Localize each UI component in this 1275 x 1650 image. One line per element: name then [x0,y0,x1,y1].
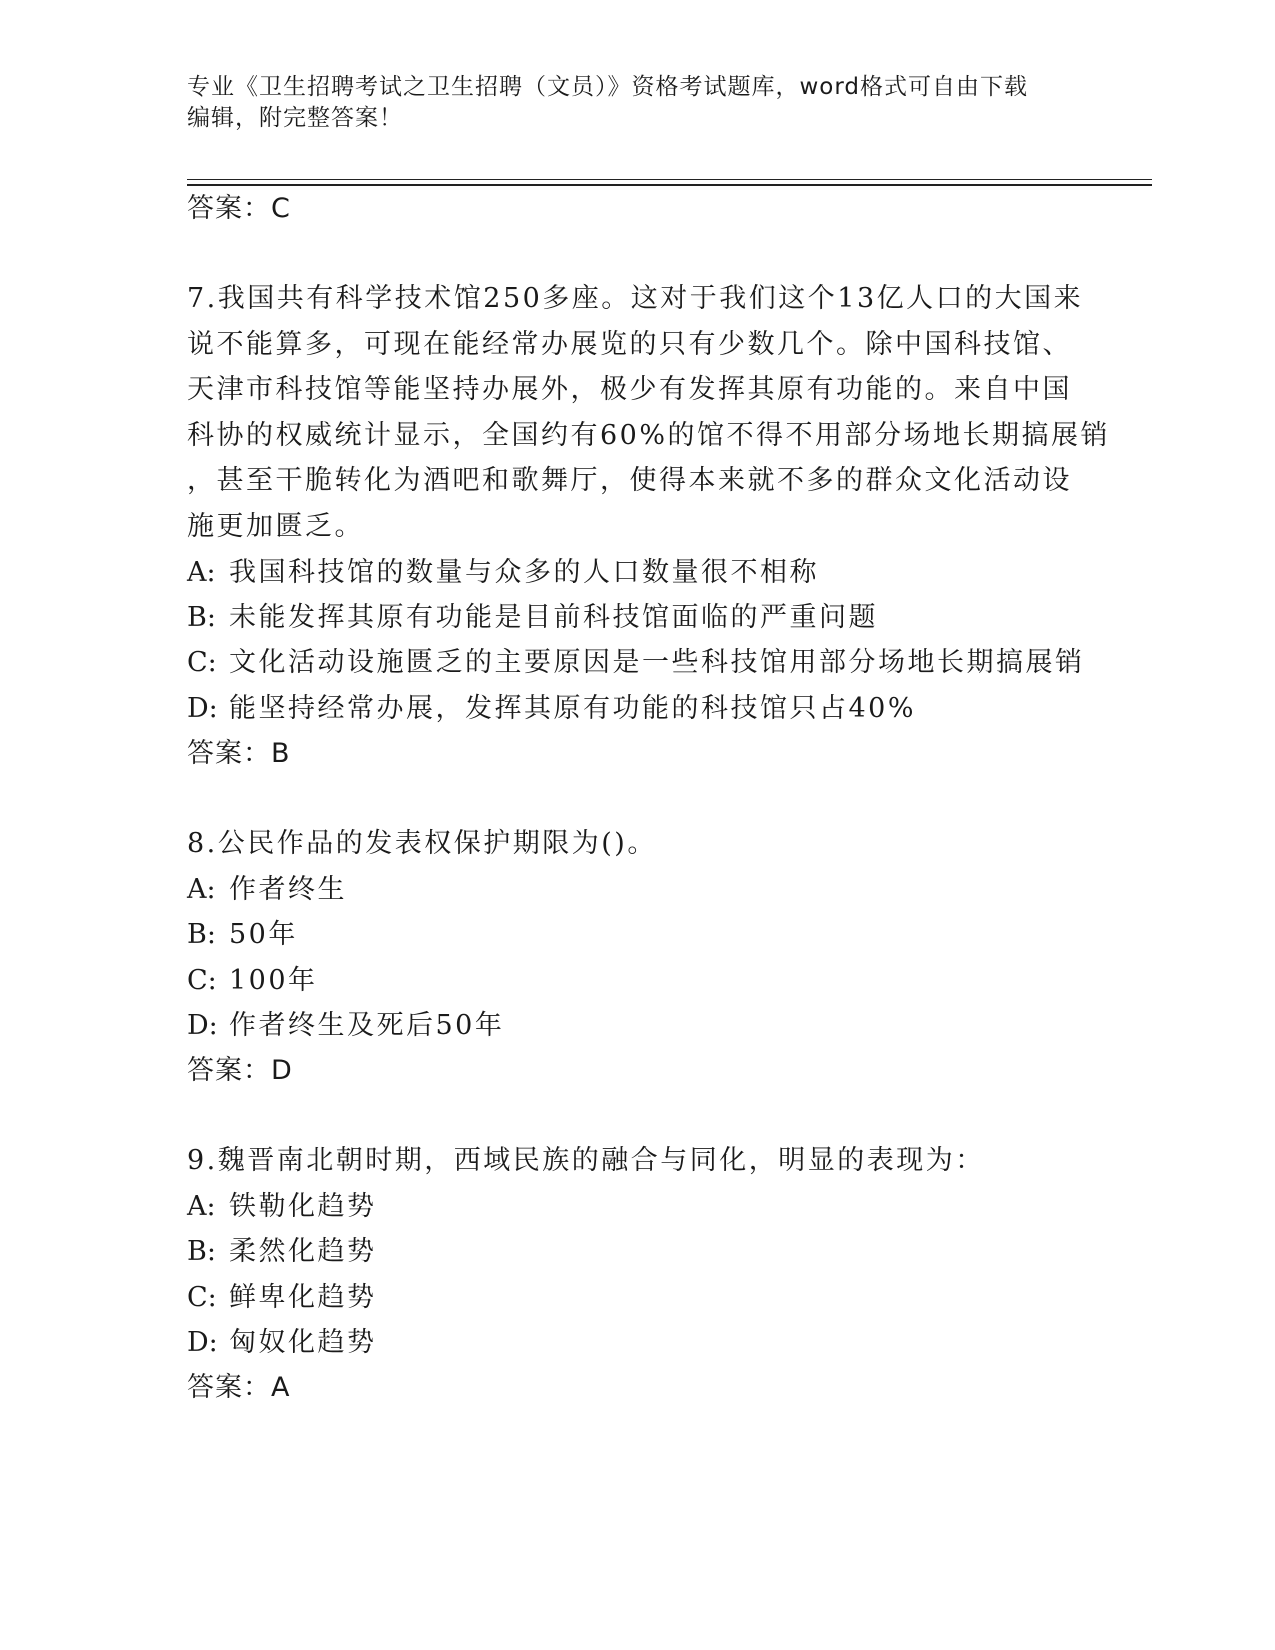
option-key: C: [187,647,217,679]
option-key: D: [187,1327,218,1359]
option-text: 能坚持经常办展，发挥其原有功能的科技馆只占40% [229,692,917,724]
answer-line: 答案：B [187,738,291,770]
option-key: A: [187,1190,216,1222]
question-stem-line: 8.公民作品的发表权保护期限为()。 [187,828,657,860]
option-key: B: [187,601,216,633]
option-text: 柔然化趋势 [229,1236,377,1268]
question-stem-line: 科协的权威统计显示，全国约有60%的馆不得不用部分场地长期搞展销 [187,419,1111,451]
option-b [187,595,1107,640]
option-text: 50年 [229,919,298,951]
option-c [187,640,1107,685]
spacer [187,232,1107,276]
option-b [187,1229,1107,1274]
option-key: B: [187,919,216,951]
option-c [187,958,1107,1003]
option-a [187,867,1107,912]
option-text: 鲜卑化趋势 [229,1281,377,1313]
header-line: 编辑，附完整答案！ [187,105,403,131]
question-list [187,186,1111,1411]
option-key: D: [187,1009,218,1041]
option-key: A: [187,873,216,905]
question-7 [187,276,1111,777]
previous-answer: 答案：C [187,193,291,224]
option-text: 匈奴化趋势 [229,1327,377,1359]
option-d [187,1003,1107,1048]
question-stem-line: 天津市科技馆等能坚持办展外，极少有发挥其原有功能的。来自中国 [187,374,1072,406]
question-stem-line: 施更加匮乏。 [187,510,364,542]
option-text: 铁勒化趋势 [229,1190,377,1222]
option-text: 我国科技馆的数量与众多的人口数量很不相称 [229,556,819,588]
header-divider-thin [187,179,1152,180]
option-key: C: [187,964,217,996]
option-c [187,1275,1107,1320]
option-a [187,1184,1107,1229]
option-text: 文化活动设施匮乏的主要原因是一些科技馆用部分场地长期搞展销 [229,647,1085,679]
question-stem-line: 说不能算多，可现在能经常办展览的只有少数几个。除中国科技馆、 [187,328,1072,360]
option-key: C: [187,1281,217,1313]
question-stem-line: 7.我国共有科学技术馆250多座。这对于我们这个13亿人口的大国来 [187,283,1084,314]
answer-line: 答案：A [187,1372,291,1404]
option-d [187,1320,1107,1365]
document-header [187,72,1087,134]
spacer [187,777,1107,821]
question-8 [187,821,1107,1094]
question-9 [187,1138,1107,1411]
option-d [187,686,1107,731]
option-key: D: [187,692,218,724]
option-b [187,912,1107,957]
option-text: 作者终生及死后50年 [229,1009,505,1041]
option-text: 作者终生 [229,873,347,905]
question-stem-line: 9.魏晋南北朝时期，西域民族的融合与同化，明显的表现为： [187,1145,985,1177]
answer-line: 答案：D [187,1055,293,1087]
option-key: A: [187,556,216,588]
option-key: B: [187,1236,216,1268]
header-line: 专业《卫生招聘考试之卫生招聘（文员）》资格考试题库，word格式可自由下载 [187,74,1029,100]
question-stem-line: ，甚至干脆转化为酒吧和歌舞厅，使得本来就不多的群众文化活动设 [187,465,1072,497]
option-a [187,550,1107,595]
option-text: 未能发挥其原有功能是目前科技馆面临的严重问题 [229,601,878,633]
option-text: 100年 [229,964,318,996]
spacer [187,1094,1107,1138]
